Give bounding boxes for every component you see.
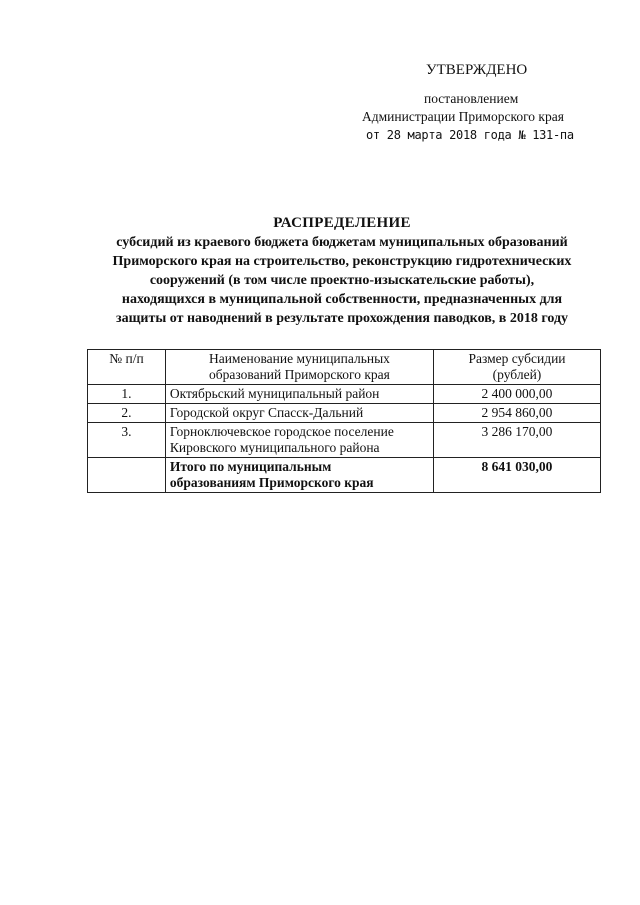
row-name-line: Кировского муниципального района xyxy=(169,440,380,455)
header-amount-line: Размер субсидии xyxy=(468,351,566,366)
header-name xyxy=(165,350,433,385)
title-line: сооружений (в том числе проектно-изыскательские работы), xyxy=(149,273,535,288)
header-amount xyxy=(433,350,600,385)
title-line: Приморского края на строительство, реконструкцию гидротехнических xyxy=(112,254,572,269)
total-amount: 8 641 030,00 xyxy=(433,458,600,493)
row-name-line: Горноключевское городское поселение xyxy=(169,424,394,439)
table-row xyxy=(88,385,601,404)
title-line: находящихся в муниципальной собственности, предназначенных для xyxy=(121,292,563,307)
approval-line-date-number: от 28 марта 2018 года № 131-па xyxy=(366,128,574,142)
total-label xyxy=(165,458,433,493)
title-line: защиты от наводнений в результате прохождения паводков, в 2018 году xyxy=(115,311,569,326)
title-line: субсидий из краевого бюджета бюджетам муниципальных образований xyxy=(116,235,568,250)
document-title xyxy=(80,214,604,328)
approval-details xyxy=(362,90,602,144)
approval-line-administration: Администрации Приморского края xyxy=(362,109,564,124)
title-main: РАСПРЕДЕЛЕНИЕ xyxy=(273,215,411,231)
approval-stamp-title: УТВЕРЖДЕНО xyxy=(426,62,528,78)
total-label-line: образованиям Приморского края xyxy=(169,475,374,490)
header-num: № п/п xyxy=(88,350,166,385)
row-amount: 3 286 170,00 xyxy=(433,423,600,458)
row-num: 1. xyxy=(88,385,166,404)
row-name xyxy=(165,423,433,458)
row-name: Городской округ Спасск-Дальний xyxy=(165,404,433,423)
row-amount: 2 400 000,00 xyxy=(433,385,600,404)
table-row xyxy=(88,423,601,458)
table-row xyxy=(88,404,601,423)
row-amount: 2 954 860,00 xyxy=(433,404,600,423)
subsidy-distribution-table xyxy=(87,349,601,493)
header-amount-line: (рублей) xyxy=(492,367,542,382)
row-num: 2. xyxy=(88,404,166,423)
total-num-empty xyxy=(88,458,166,493)
row-name: Октябрьский муниципальный район xyxy=(165,385,433,404)
approval-line-resolution: постановлением xyxy=(424,91,519,106)
table-total-row xyxy=(88,458,601,493)
table-header-row xyxy=(88,350,601,385)
header-name-line: Наименование муниципальных xyxy=(208,351,390,366)
total-label-line: Итого по муниципальным xyxy=(169,459,332,474)
row-num: 3. xyxy=(88,423,166,458)
header-name-line: образований Приморского края xyxy=(209,367,390,382)
